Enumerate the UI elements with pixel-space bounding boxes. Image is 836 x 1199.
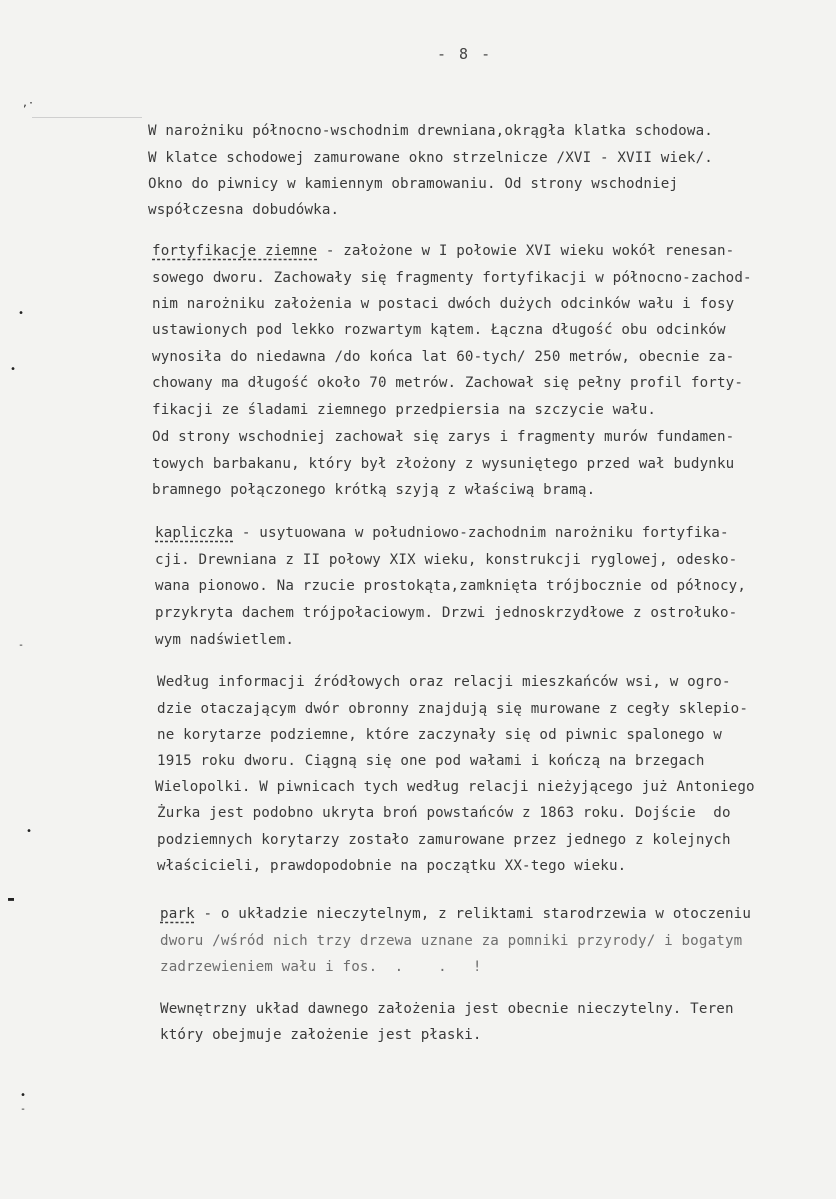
paragraph-line: przykryta dachem trójpołaciowym. Drzwi jednoskrzydłowe z ostrołuko- <box>155 605 738 621</box>
paragraph-line: wana pionowo. Na rzucie prostokąta,zamknięta trójbocznie od północy, <box>155 578 747 594</box>
section-line <box>160 906 751 922</box>
section-heading: park <box>160 906 195 922</box>
paragraph-line: wym nadświetlem. <box>155 632 295 648</box>
paragraph-line: nim narożniku założenia w postaci dwóch dużych odcinków wału i fosy <box>152 296 735 312</box>
margin-mark: ▬ <box>8 894 15 905</box>
page-number: - 8 - <box>437 45 493 63</box>
margin-mark: • <box>18 308 25 319</box>
margin-mark: • <box>20 1090 27 1101</box>
paragraph-line: W narożniku północno-wschodnim drewniana,okrągła klatka schodowa. <box>148 123 713 139</box>
margin-mark: • <box>26 826 33 837</box>
paragraph-line: cji. Drewniana z II połowy XIX wieku, konstrukcji ryglowej, odesko- <box>155 552 738 568</box>
paragraph-line: ne korytarze podziemne, które zaczynały się od piwnic spalonego w <box>157 727 722 743</box>
section-heading: fortyfikacje ziemne <box>152 243 318 259</box>
margin-mark <box>32 117 142 118</box>
paragraph-line: podziemnych korytarzy zostało zamurowane przez jednego z kolejnych <box>157 832 731 848</box>
paragraph-line: W klatce schodowej zamurowane okno strzelnicze /XVI - XVII wiek/. <box>148 150 713 166</box>
paragraph-line: - usytuowana w południowo-zachodnim narożniku fortyfika- <box>233 525 729 541</box>
margin-mark: - <box>20 1104 27 1115</box>
paragraph-line: 1915 roku dworu. Ciągną się one pod wałami i kończą na brzegach <box>157 753 705 769</box>
margin-mark: ,· <box>22 98 35 109</box>
paragraph-line: - o układzie nieczytelnym, z reliktami starodrzewia w otoczeniu <box>194 906 752 922</box>
paragraph-line: Żurka jest podobno ukryta broń powstańców z 1863 roku. Dojście do <box>157 805 731 821</box>
section-heading: kapliczka <box>155 525 234 541</box>
paragraph-line: - założone w I połowie XVI wieku wokół renesan- <box>317 243 735 259</box>
paragraph-line: współczesna dobudówka. <box>148 202 340 218</box>
paragraph-line: Okno do piwnicy w kamiennym obramowaniu. Od strony wschodniej <box>148 176 679 192</box>
paragraph-line: towych barbakanu, który był złożony z wysuniętego przed wał budynku <box>152 456 735 472</box>
margin-mark: • <box>10 364 17 375</box>
paragraph-line: dworu /wśród nich trzy drzewa uznane za pomniki przyrody/ i bogatym <box>160 933 743 949</box>
paragraph-line: Od strony wschodniej zachował się zarys i fragmenty murów fundamen- <box>152 429 735 445</box>
paragraph-line: który obejmuje założenie jest płaski. <box>160 1027 482 1043</box>
paragraph-line: bramnego połączonego krótką szyją z właściwą bramą. <box>152 482 596 498</box>
paragraph-line: Wielopolki. W piwnicach tych według relacji nieżyjącego już Antoniego <box>155 779 755 795</box>
paragraph-line: właścicieli, prawdopodobnie na początku XX-tego wieku. <box>157 858 627 874</box>
paragraph-line: fikacji ze śladami ziemnego przedpiersia na szczycie wału. <box>152 402 657 418</box>
paragraph-line: dzie otaczającym dwór obronny znajdują się murowane z cegły sklepio- <box>157 701 749 717</box>
margin-mark: - <box>18 640 25 651</box>
paragraph-line: chowany ma długość około 70 metrów. Zachował się pełny profil forty- <box>152 375 744 391</box>
paragraph-line: sowego dworu. Zachowały się fragmenty fortyfikacji w północno-zachod- <box>152 270 752 286</box>
section-line <box>155 525 729 541</box>
paragraph-line: zadrzewieniem wału i fos. . . ! <box>160 959 482 975</box>
paragraph-line: wynosiła do niedawna /do końca lat 60-tych/ 250 metrów, obecnie za- <box>152 349 735 365</box>
paragraph-line: ustawionych pod lekko rozwartym kątem. Łączna długość obu odcinków <box>152 322 726 338</box>
paragraph-line: Wewnętrzny układ dawnego założenia jest obecnie nieczytelny. Teren <box>160 1001 734 1017</box>
section-line <box>152 243 734 259</box>
paragraph-line: Według informacji źródłowych oraz relacji mieszkańców wsi, w ogro- <box>157 674 731 690</box>
